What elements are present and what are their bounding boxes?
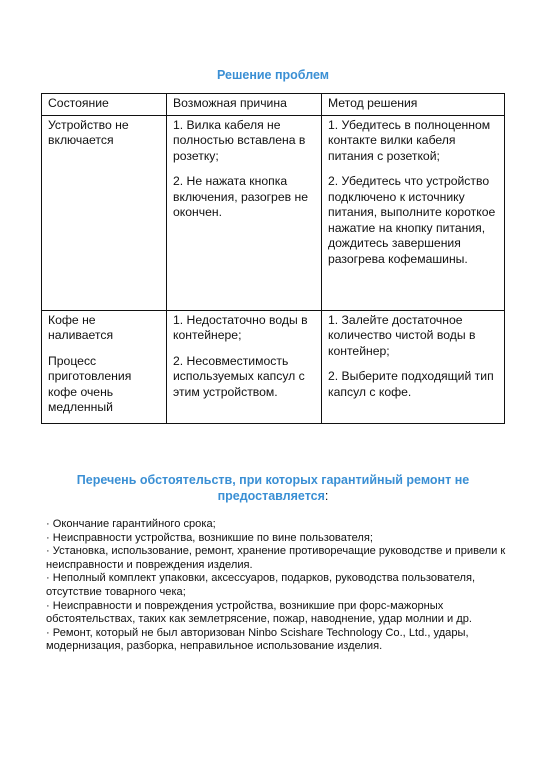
troubleshooting-title: Решение проблем <box>216 68 330 82</box>
state-text: Процесс приготовления кофе очень медленный <box>48 353 132 414</box>
warranty-title-text: Перечень обстоятельств, при которых гарантийный ремонт не предоставляется <box>76 473 470 503</box>
solution-text: 2. Убедитесь что устройство подключено к источнику питания, выполните короткое нажатие на кнопку питания, дождитесь завершения разогрева кофемашины. <box>328 174 496 266</box>
list-item: · Неисправности устройства, возникшие по вине пользователя; <box>46 531 373 544</box>
table-row <box>42 115 505 310</box>
cause-text: 1. Вилка кабеля не полностью вставлена в розетку; <box>173 117 306 163</box>
table-header-row <box>42 94 505 116</box>
solution-cell <box>322 115 505 310</box>
solution-text: 1. Убедитесь в полноценном контакте вилки кабеля питания с розеткой; <box>328 117 491 163</box>
solution-text: 2. Выберите подходящий тип капсул с кофе. <box>328 369 494 399</box>
solution-cell <box>322 310 505 423</box>
state-cell <box>42 115 167 310</box>
warranty-exclusions-list <box>46 518 506 654</box>
list-item: · Неисправности и повреждения устройства, возникшие при форс-мажорных обстоятельствах, таких как землетрясение, пожар, наводнение, удар молнии и др. <box>46 599 473 626</box>
header-solution: Метод решения <box>322 94 505 116</box>
troubleshooting-table <box>41 93 505 424</box>
state-cell <box>42 310 167 423</box>
list-item: · Ремонт, который не был авторизован Ninbo Scishare Technology Co., Ltd., удары, модернизация, разборка, неправильное использование изделия. <box>46 626 469 653</box>
list-item: · Окончание гарантийного срока; <box>46 518 216 530</box>
list-item: · Неполный комплект упаковки, аксессуаров, подарков, руководства пользователя, отсутствие товарного чека; <box>46 572 476 598</box>
cause-text: 2. Не нажата кнопка включения, разогрев не окончен. <box>173 174 308 219</box>
warranty-title-colon: : <box>324 489 329 503</box>
warranty-title <box>40 472 506 504</box>
solution-text: 1. Залейте достаточное количество чистой воды в контейнер; <box>328 312 476 358</box>
cause-cell <box>167 310 322 423</box>
cause-cell <box>167 115 322 310</box>
state-text: Кофе не наливается <box>48 312 114 342</box>
list-item: · Установка, использование, ремонт, хранение противоречащие руководстве и привели к неисправности и повреждения изделия. <box>46 545 506 571</box>
cause-text: 2. Несовместимость используемых капсул с этим устройством. <box>173 353 305 399</box>
header-state: Состояние <box>42 94 167 116</box>
table-row <box>42 310 505 423</box>
cause-text: 1. Недостаточно воды в контейнере; <box>173 312 308 342</box>
state-text: Устройство не включается <box>48 117 129 147</box>
header-cause: Возможная причина <box>167 94 322 116</box>
